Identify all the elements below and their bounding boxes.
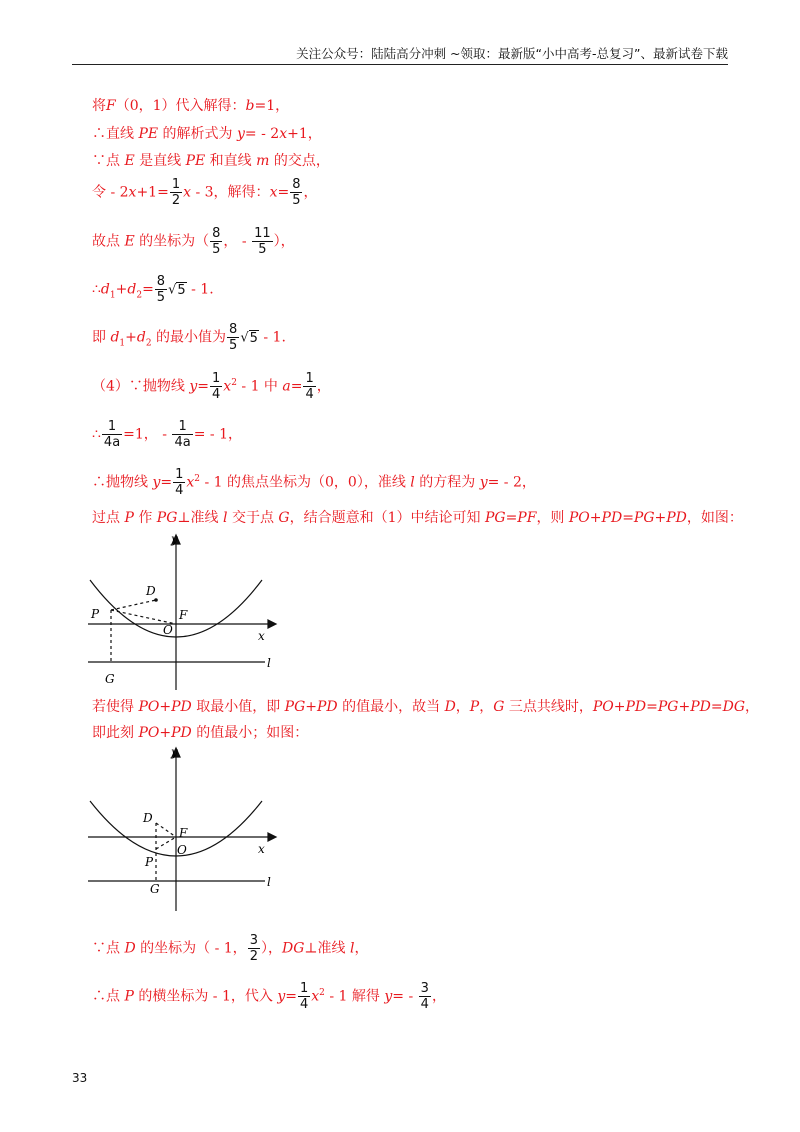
var: y bbox=[189, 378, 198, 395]
var: l bbox=[223, 510, 228, 526]
numerator: 1 bbox=[299, 981, 309, 996]
fraction bbox=[102, 419, 122, 450]
numerator: 11 bbox=[254, 226, 271, 241]
segment-PF bbox=[111, 610, 176, 624]
var: x bbox=[186, 474, 195, 491]
numerator: 8 bbox=[229, 322, 238, 337]
solution-line-15 bbox=[92, 981, 446, 1012]
text: + bbox=[613, 699, 626, 715]
fraction bbox=[173, 467, 185, 498]
text: +1， bbox=[287, 126, 322, 142]
text: 的横坐标为 - 1，代入 bbox=[133, 988, 278, 1005]
var: a bbox=[282, 378, 291, 395]
var: P bbox=[124, 510, 134, 526]
denominator: 2 bbox=[249, 949, 258, 964]
var: d bbox=[127, 281, 137, 298]
text: = bbox=[505, 510, 518, 526]
fraction bbox=[155, 274, 167, 305]
numerator: 1 bbox=[171, 177, 181, 192]
var: F bbox=[106, 98, 116, 114]
text: （0，1）代入解得： bbox=[115, 98, 246, 114]
text: ， - bbox=[223, 233, 252, 250]
text: - 3，解得： bbox=[191, 184, 270, 201]
solution-line-8 bbox=[92, 371, 331, 402]
text: 令 - 2 bbox=[92, 184, 129, 201]
text: = - 2， bbox=[487, 474, 536, 491]
var: y bbox=[152, 474, 161, 491]
text: ）， bbox=[260, 940, 282, 957]
var: l bbox=[350, 940, 355, 957]
text: ， bbox=[354, 940, 369, 957]
var: d bbox=[100, 281, 110, 298]
text: 的交点， bbox=[269, 153, 330, 169]
var: x bbox=[269, 184, 278, 201]
fraction bbox=[210, 371, 222, 402]
text: 即此刻 bbox=[92, 725, 139, 741]
text: ， bbox=[745, 699, 760, 715]
label-O: O bbox=[177, 843, 187, 857]
header-rule bbox=[72, 64, 728, 65]
solution-line-5 bbox=[92, 226, 295, 257]
solution-line-11 bbox=[92, 508, 743, 528]
numerator: 1 bbox=[172, 419, 192, 435]
text: = - bbox=[392, 988, 418, 1005]
var: PE bbox=[138, 126, 159, 142]
page-number: 33 bbox=[72, 1071, 88, 1085]
solution-line-2 bbox=[92, 124, 322, 144]
label-y: y bbox=[171, 745, 178, 759]
fraction bbox=[248, 933, 260, 964]
text: 的坐标为（ - 1， bbox=[135, 940, 247, 957]
var: E bbox=[124, 153, 135, 169]
solution-line-12 bbox=[92, 697, 759, 717]
var: G bbox=[278, 510, 290, 526]
text: 是直线 bbox=[134, 153, 186, 169]
denominator: 5 bbox=[156, 290, 166, 305]
var: DG bbox=[722, 699, 746, 715]
text: ，则 bbox=[536, 510, 569, 526]
var: b bbox=[245, 98, 255, 114]
var: x bbox=[183, 184, 192, 201]
text: = bbox=[710, 699, 723, 715]
var: D bbox=[124, 940, 136, 957]
fraction bbox=[419, 981, 431, 1012]
var: d bbox=[136, 329, 146, 346]
text: ， bbox=[455, 699, 470, 715]
text: 过点 bbox=[92, 510, 125, 526]
numerator: 8 bbox=[292, 177, 301, 192]
text: = - 1， bbox=[193, 426, 242, 443]
text: 三点共线时， bbox=[504, 699, 593, 715]
label-O: O bbox=[163, 623, 173, 637]
var: PG bbox=[633, 510, 655, 526]
text: + bbox=[159, 725, 172, 741]
var: D bbox=[444, 699, 456, 715]
label-F: F bbox=[179, 608, 188, 622]
text: 的值最小；如图： bbox=[191, 725, 309, 741]
var: x bbox=[223, 378, 232, 395]
x-axis-arrow bbox=[268, 833, 276, 841]
label-G: G bbox=[105, 672, 115, 686]
var: PO bbox=[138, 725, 160, 741]
var: d bbox=[110, 329, 120, 346]
text: = bbox=[646, 699, 658, 715]
var: PD bbox=[666, 510, 687, 526]
radicand: 5 bbox=[177, 282, 186, 298]
superscript: 2 bbox=[194, 473, 201, 484]
var: PF bbox=[517, 510, 537, 526]
text: 作 bbox=[133, 510, 157, 526]
text: ∴抛物线 bbox=[92, 474, 153, 491]
text: ∵点 bbox=[92, 153, 125, 169]
var: PG bbox=[484, 510, 506, 526]
x-axis-arrow bbox=[268, 620, 276, 628]
label-l: l bbox=[267, 656, 271, 670]
subscript: 2 bbox=[145, 338, 152, 349]
var: y bbox=[277, 988, 286, 1005]
solution-line-10 bbox=[92, 467, 536, 498]
text: ， bbox=[303, 184, 318, 201]
parabola-figure-2 bbox=[80, 743, 290, 915]
text: + bbox=[305, 699, 317, 715]
text: 若使得 bbox=[92, 699, 139, 715]
text: 取最小值，即 bbox=[191, 699, 285, 715]
superscript: 2 bbox=[231, 377, 237, 388]
solution-line-9 bbox=[92, 419, 242, 450]
sqrt bbox=[168, 282, 187, 298]
denominator: 5 bbox=[292, 193, 301, 208]
label-D: D bbox=[146, 584, 156, 598]
fraction bbox=[298, 981, 310, 1012]
radicand: 5 bbox=[249, 330, 258, 346]
denominator: 4 bbox=[212, 387, 221, 402]
fraction bbox=[303, 371, 315, 402]
text: ∴ bbox=[92, 426, 101, 443]
denominator: 4 bbox=[305, 387, 314, 402]
text: 交于点 bbox=[227, 510, 279, 526]
var: E bbox=[124, 233, 135, 250]
fraction bbox=[290, 177, 302, 208]
radical-sign: √ bbox=[240, 330, 249, 346]
numerator: 1 bbox=[102, 419, 122, 435]
label-x: x bbox=[258, 842, 265, 856]
text: ，结合题意和（1）中结论可知 bbox=[289, 510, 485, 526]
text: - 1 解得 bbox=[324, 988, 385, 1005]
text: +1= bbox=[136, 184, 169, 201]
fraction bbox=[227, 322, 239, 353]
var: PD bbox=[601, 510, 623, 526]
text: 故点 bbox=[92, 233, 125, 250]
text: 的值最小，故当 bbox=[337, 699, 445, 715]
label-G: G bbox=[150, 882, 160, 896]
text: - 1. bbox=[258, 329, 286, 346]
fraction bbox=[170, 177, 182, 208]
var: y bbox=[237, 126, 245, 142]
segment-PD bbox=[111, 600, 156, 610]
sqrt bbox=[240, 330, 259, 346]
solution-line-3 bbox=[92, 151, 330, 171]
numerator: 1 bbox=[305, 371, 314, 386]
page-header: 关注公众号：陆陆高分冲刺 ~领取：最新版“小中高考-总复习”、最新试卷下载 bbox=[296, 46, 728, 61]
numerator: 8 bbox=[212, 226, 221, 241]
numerator: 3 bbox=[249, 933, 258, 948]
solution-line-13 bbox=[92, 723, 308, 743]
text: （4）∵抛物线 bbox=[92, 378, 190, 395]
text: + bbox=[115, 281, 128, 298]
var: DG bbox=[281, 940, 305, 957]
solution-line-7 bbox=[92, 322, 286, 353]
text: ⊥准线 bbox=[177, 510, 224, 526]
point-D bbox=[154, 598, 158, 602]
denominator: 5 bbox=[229, 338, 238, 353]
text: 即 bbox=[92, 329, 111, 346]
var: G bbox=[493, 699, 505, 715]
text: = - 2 bbox=[244, 126, 280, 142]
text: 的坐标为（ bbox=[134, 233, 210, 250]
subscript: 1 bbox=[119, 338, 126, 349]
text: - 1 的焦点坐标为（0，0），准线 bbox=[200, 474, 411, 491]
solution-line-1 bbox=[92, 96, 289, 116]
numerator: 3 bbox=[420, 981, 429, 996]
var: PE bbox=[185, 153, 206, 169]
text: 的最小值为 bbox=[151, 329, 227, 346]
text: = bbox=[290, 378, 303, 395]
var: PO bbox=[592, 699, 614, 715]
text: + bbox=[159, 699, 172, 715]
denominator: 4 bbox=[175, 483, 184, 498]
text: = bbox=[622, 510, 634, 526]
text: ）， bbox=[273, 233, 295, 250]
text: + bbox=[654, 510, 667, 526]
var: PD bbox=[625, 699, 647, 715]
solution-line-14 bbox=[92, 933, 369, 964]
text: + bbox=[589, 510, 602, 526]
label-y: y bbox=[171, 532, 178, 546]
numerator: 8 bbox=[156, 274, 166, 289]
var: P bbox=[124, 988, 134, 1005]
segment-PF bbox=[156, 837, 176, 849]
var: PG bbox=[657, 699, 679, 715]
text: ， bbox=[479, 699, 494, 715]
text: ∴ bbox=[92, 281, 101, 298]
text: 的解析式为 bbox=[158, 126, 237, 142]
text: = bbox=[160, 474, 173, 491]
solution-line-6 bbox=[92, 274, 214, 305]
denominator: 5 bbox=[258, 242, 267, 257]
label-P: P bbox=[145, 855, 154, 869]
fraction bbox=[252, 226, 273, 257]
text: =1， bbox=[254, 98, 290, 114]
text: =1， - bbox=[123, 426, 172, 443]
text: 的方程为 bbox=[414, 474, 480, 491]
denominator: 4 bbox=[299, 997, 309, 1012]
text: ， bbox=[316, 378, 331, 395]
var: PG bbox=[284, 699, 306, 715]
var: y bbox=[384, 988, 393, 1005]
var: y bbox=[479, 474, 488, 491]
text: ∴点 bbox=[92, 988, 125, 1005]
text: = bbox=[285, 988, 297, 1005]
var: PO bbox=[138, 699, 160, 715]
parabola-figure-1 bbox=[80, 530, 290, 695]
text: 和直线 bbox=[205, 153, 257, 169]
text: ∵点 bbox=[92, 940, 125, 957]
text: ，如图： bbox=[686, 510, 743, 526]
superscript: 2 bbox=[319, 987, 325, 998]
numerator: 1 bbox=[175, 467, 184, 482]
denominator: 5 bbox=[212, 242, 221, 257]
text: = bbox=[142, 281, 154, 298]
denominator: 4 bbox=[420, 997, 429, 1012]
fraction bbox=[210, 226, 222, 257]
radical-sign: √ bbox=[168, 282, 177, 298]
label-x: x bbox=[258, 629, 265, 643]
denominator: 2 bbox=[171, 193, 181, 208]
text: = bbox=[277, 184, 290, 201]
label-F: F bbox=[179, 826, 188, 840]
label-D: D bbox=[143, 811, 153, 825]
var: x bbox=[311, 988, 320, 1005]
text: - 1. bbox=[186, 281, 214, 298]
var: l bbox=[410, 474, 415, 491]
var: m bbox=[256, 153, 270, 169]
var: PO bbox=[568, 510, 590, 526]
var: PD bbox=[690, 699, 711, 715]
var: P bbox=[469, 699, 480, 715]
text: - 1 中 bbox=[236, 378, 283, 395]
denominator: 4a bbox=[174, 435, 191, 450]
label-P: P bbox=[91, 607, 100, 621]
var: PG bbox=[156, 510, 178, 526]
text: = bbox=[197, 378, 210, 395]
text: 将 bbox=[92, 98, 106, 114]
numerator: 1 bbox=[212, 371, 221, 386]
subscript: 1 bbox=[109, 290, 116, 301]
denominator: 4a bbox=[103, 435, 121, 450]
var: x bbox=[279, 126, 288, 142]
text: + bbox=[678, 699, 691, 715]
text: ， bbox=[431, 988, 446, 1005]
solution-line-4 bbox=[92, 177, 317, 208]
text: ⊥准线 bbox=[304, 940, 351, 957]
text: + bbox=[125, 329, 137, 346]
fraction bbox=[172, 419, 192, 450]
text: ∴直线 bbox=[92, 126, 139, 142]
segment-DF bbox=[156, 823, 176, 837]
var: x bbox=[128, 184, 137, 201]
subscript: 2 bbox=[136, 290, 143, 301]
label-l: l bbox=[267, 875, 271, 889]
var: PD bbox=[317, 699, 338, 715]
var: PD bbox=[171, 725, 192, 741]
var: PD bbox=[171, 699, 192, 715]
